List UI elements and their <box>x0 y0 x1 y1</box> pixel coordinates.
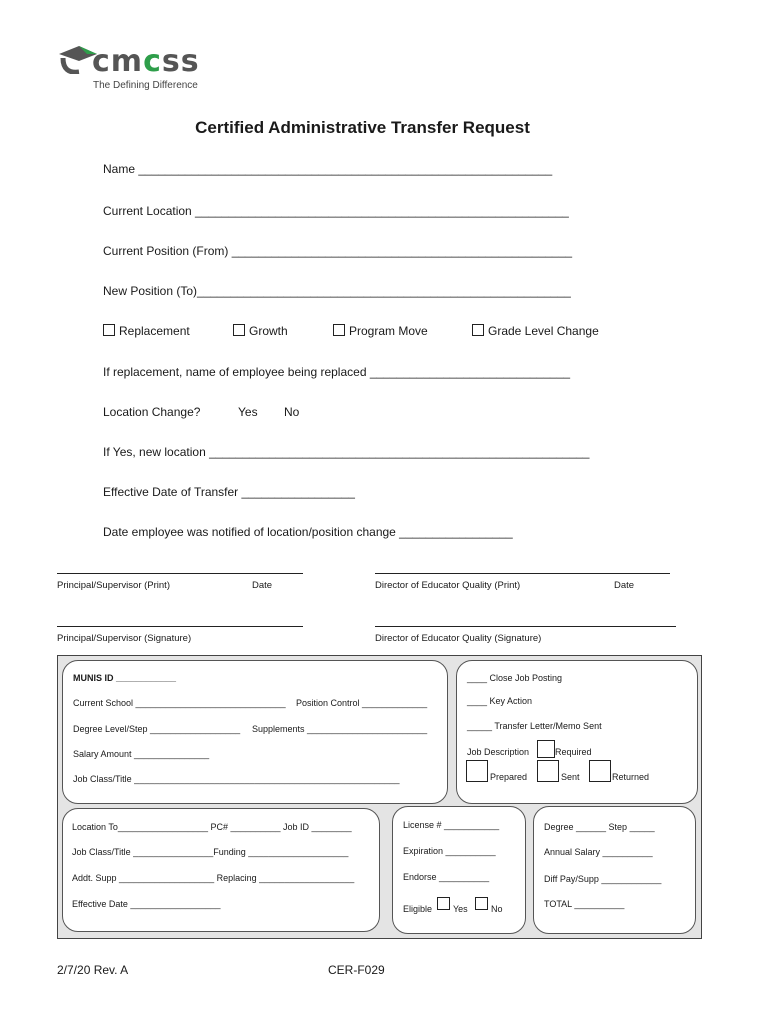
revision-label: 2/7/20 Rev. A <box>57 963 129 977</box>
checkbox[interactable] <box>333 324 345 336</box>
annual-salary-field[interactable]: Annual Salary __________ <box>544 847 653 857</box>
location-change-label: Location Change? <box>103 405 201 419</box>
location-change-no[interactable]: No <box>284 405 300 419</box>
option-growth[interactable]: Growth <box>233 324 288 338</box>
checkbox[interactable] <box>472 324 484 336</box>
page-title: Certified Administrative Transfer Request <box>195 118 530 137</box>
option-replacement[interactable]: Replacement <box>103 324 190 338</box>
eligible-yes-checkbox[interactable] <box>437 897 450 910</box>
position-control-field[interactable]: Position Control _____________ <box>296 698 428 708</box>
current-location-field[interactable]: Current Location ________________________________________________________ <box>103 204 569 218</box>
director-sign-label: Director of Educator Quality (Signature) <box>375 633 542 644</box>
current-position-field[interactable]: Current Position (From) ___________________________________________________ <box>103 244 573 258</box>
principal-sign-label: Principal/Supervisor (Signature) <box>57 633 192 644</box>
principal-sign-line[interactable] <box>57 626 303 627</box>
eligible-yes-label: Yes <box>453 904 468 914</box>
logo-tagline: The Defining Difference <box>93 80 198 91</box>
effective-date-hr-field[interactable]: Effective Date __________________ <box>72 899 221 909</box>
name-field[interactable]: Name ______________________________________________________________ <box>103 162 553 176</box>
eligible-no-checkbox[interactable] <box>475 897 488 910</box>
total-field[interactable]: TOTAL __________ <box>544 899 625 909</box>
director-sign-line[interactable] <box>375 626 676 627</box>
degree-step-field[interactable]: Degree ______ Step _____ <box>544 822 655 832</box>
sent-checkbox[interactable] <box>537 760 559 782</box>
prepared-label: Prepared <box>490 772 528 782</box>
logo-wordmark: cmcss <box>92 44 200 79</box>
sent-label: Sent <box>561 772 580 782</box>
addt-supp-field[interactable]: Addt. Supp ___________________ Replacing ___________________ <box>72 873 355 883</box>
munis-id-field[interactable]: MUNIS ID ____________ <box>73 673 177 683</box>
returned-checkbox[interactable] <box>589 760 611 782</box>
checkbox[interactable] <box>233 324 245 336</box>
option-program-move[interactable]: Program Move <box>333 324 428 338</box>
job-description-label: Job Description <box>467 747 530 757</box>
form-id-label: CER-F029 <box>328 963 385 977</box>
effective-date-field[interactable]: Effective Date of Transfer _________________ <box>103 485 355 499</box>
eligible-no-label: No <box>491 904 503 914</box>
diff-pay-field[interactable]: Diff Pay/Supp ____________ <box>544 874 662 884</box>
close-job-posting-field[interactable]: ____ Close Job Posting <box>467 673 563 683</box>
option-grade-level-change[interactable]: Grade Level Change <box>472 324 599 338</box>
date-notified-field[interactable]: Date employee was notified of location/position change _________________ <box>103 525 513 539</box>
license-field[interactable]: License # ___________ <box>403 820 500 830</box>
degree-level-field[interactable]: Degree Level/Step __________________ <box>73 724 241 734</box>
current-school-field[interactable]: Current School ______________________________ <box>73 698 286 708</box>
location-change-yes[interactable]: Yes <box>238 405 258 419</box>
salary-amount-field[interactable]: Salary Amount _______________ <box>73 749 210 759</box>
director-print-line[interactable] <box>375 573 670 574</box>
expiration-field[interactable]: Expiration __________ <box>403 846 496 856</box>
key-action-field[interactable]: ____ Key Action <box>467 696 533 706</box>
required-label: Required <box>555 747 592 757</box>
eligible-label: Eligible <box>403 904 433 914</box>
checkbox[interactable] <box>103 324 115 336</box>
new-position-field[interactable]: New Position (To)________________________________________________________ <box>103 284 571 298</box>
graduation-cap-icon <box>57 44 97 74</box>
principal-print-label: Principal/Supervisor (Print) <box>57 580 170 591</box>
replacement-name-field[interactable]: If replacement, name of employee being replaced ______________________________ <box>103 365 571 379</box>
director-print-label: Director of Educator Quality (Print) <box>375 580 521 591</box>
director-date-label: Date <box>614 580 635 591</box>
new-location-field[interactable]: If Yes, new location _________________________________________________________ <box>103 445 590 459</box>
principal-date-label: Date <box>252 580 273 591</box>
transfer-letter-field[interactable]: _____ Transfer Letter/Memo Sent <box>467 721 602 731</box>
job-class-funding-field[interactable]: Job Class/Title ________________Funding ____________________ <box>72 847 349 857</box>
location-to-field[interactable]: Location To__________________ PC# __________ Job ID ________ <box>72 822 352 832</box>
principal-print-line[interactable] <box>57 573 303 574</box>
returned-label: Returned <box>612 772 650 782</box>
prepared-checkbox[interactable] <box>466 760 488 782</box>
job-class-field[interactable]: Job Class/Title _____________________________________________________ <box>73 774 400 784</box>
supplements-field[interactable]: Supplements ________________________ <box>252 724 428 734</box>
endorse-field[interactable]: Endorse __________ <box>403 872 490 882</box>
required-checkbox[interactable] <box>537 740 555 758</box>
